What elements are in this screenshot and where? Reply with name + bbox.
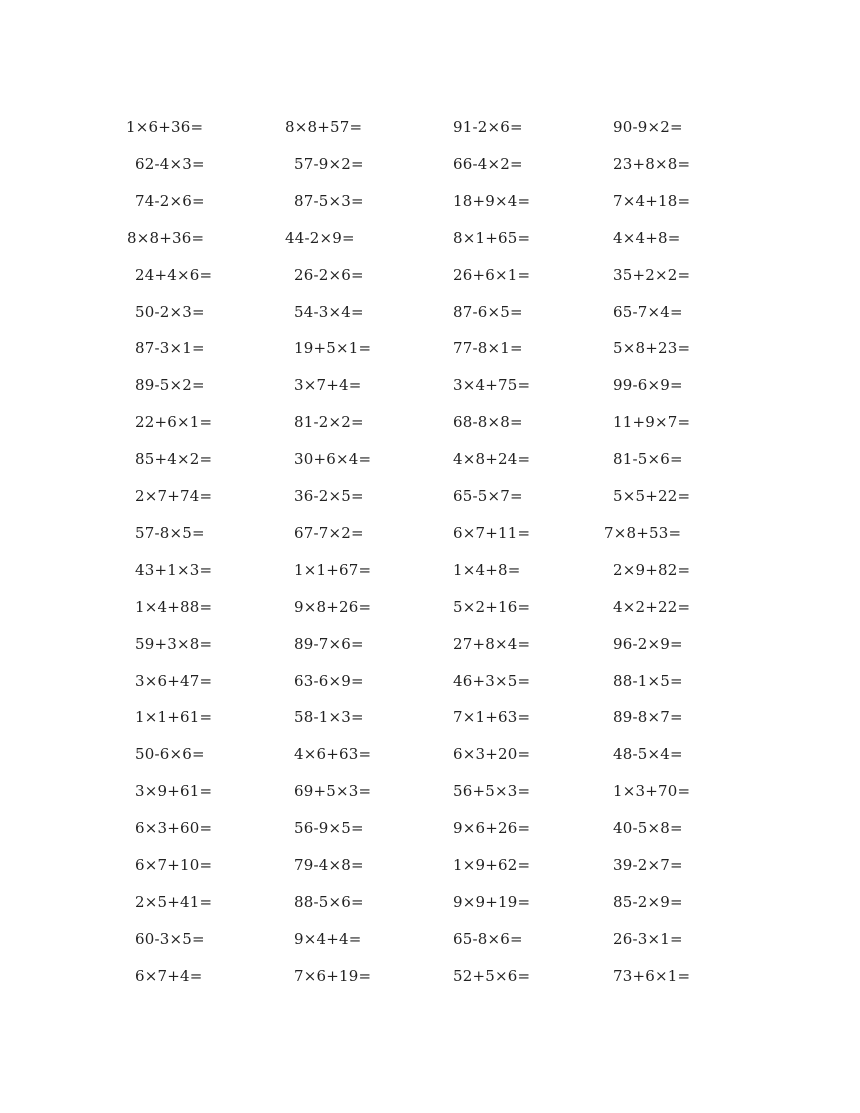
math-problem: 3×4+75= xyxy=(453,376,531,395)
math-problem: 56+5×3= xyxy=(453,782,531,801)
math-problem: 48-5×4= xyxy=(613,745,683,764)
math-problem: 87-5×3= xyxy=(294,191,364,210)
math-problem: 85+4×2= xyxy=(135,450,213,469)
math-problem: 89-5×2= xyxy=(135,376,205,395)
math-problem: 9×4+4= xyxy=(294,929,362,948)
math-problem: 54-3×4= xyxy=(294,302,364,321)
math-problem: 58-1×3= xyxy=(294,708,364,727)
math-problem: 26-3×1= xyxy=(613,929,683,948)
math-problem: 3×7+4= xyxy=(294,376,362,395)
math-problem: 67-7×2= xyxy=(294,523,364,542)
math-problem: 77-8×1= xyxy=(453,339,523,358)
math-problem: 7×6+19= xyxy=(294,966,372,985)
math-problem: 66-4×2= xyxy=(453,154,523,173)
math-problem: 39-2×7= xyxy=(613,856,683,874)
math-problem: 63-6×9= xyxy=(294,671,364,690)
math-problem: 9×8+26= xyxy=(294,597,372,616)
math-problem: 89-7×6= xyxy=(294,634,364,653)
math-problem: 89-8×7= xyxy=(613,708,683,727)
problem-row xyxy=(0,375,860,412)
math-problem: 44-2×9= xyxy=(285,228,355,247)
math-problem: 6×7+11= xyxy=(453,523,531,542)
math-problem: 87-6×5= xyxy=(453,302,523,321)
problem-row xyxy=(0,744,860,781)
math-problem: 79-4×8= xyxy=(294,856,364,874)
math-problem: 74-2×6= xyxy=(135,191,205,210)
math-problem: 40-5×8= xyxy=(613,819,683,838)
math-problem: 56-9×5= xyxy=(294,819,364,838)
problem-row xyxy=(0,818,860,855)
math-problem: 57-9×2= xyxy=(294,154,364,173)
math-problem: 1×3+70= xyxy=(613,782,691,801)
math-problem: 6×7+10= xyxy=(135,856,213,874)
problem-row xyxy=(0,781,860,818)
problem-row xyxy=(0,191,860,228)
problem-row xyxy=(0,707,860,744)
math-problem: 5×2+16= xyxy=(453,597,531,616)
math-problem: 5×5+22= xyxy=(613,487,691,505)
math-problem: 3×6+47= xyxy=(135,671,213,690)
math-problem: 6×3+20= xyxy=(453,745,531,764)
math-problem: 91-2×6= xyxy=(453,118,523,136)
problem-row xyxy=(0,855,860,892)
math-problem: 7×1+63= xyxy=(453,708,531,727)
math-problem: 7×8+53= xyxy=(604,523,682,542)
math-problem: 24+4×6= xyxy=(135,265,213,284)
problem-row xyxy=(0,671,860,708)
math-problem: 6×7+4= xyxy=(135,966,203,985)
math-problem: 22+6×1= xyxy=(135,413,213,432)
math-problem: 8×8+36= xyxy=(127,228,205,247)
problem-row xyxy=(0,154,860,191)
problem-row xyxy=(0,117,860,154)
problem-row xyxy=(0,523,860,560)
math-problem: 19+5×1= xyxy=(294,339,372,358)
math-problem: 9×9+19= xyxy=(453,892,531,911)
math-problem: 1×4+88= xyxy=(135,597,213,616)
math-problem: 62-4×3= xyxy=(135,154,205,173)
math-problem: 69+5×3= xyxy=(294,782,372,801)
math-problem: 26-2×6= xyxy=(294,265,364,284)
math-problem: 85-2×9= xyxy=(613,892,683,911)
math-problem: 7×4+18= xyxy=(613,191,691,210)
math-problem: 4×2+22= xyxy=(613,597,691,616)
problem-row xyxy=(0,966,860,1003)
math-problem: 1×6+36= xyxy=(126,118,204,136)
math-problem: 68-8×8= xyxy=(453,413,523,432)
math-problem: 2×9+82= xyxy=(613,560,691,579)
math-problem: 35+2×2= xyxy=(613,265,691,284)
math-problem: 96-2×9= xyxy=(613,634,683,653)
math-problem: 18+9×4= xyxy=(453,191,531,210)
problem-row xyxy=(0,597,860,634)
math-problem: 59+3×8= xyxy=(135,634,213,653)
problem-row xyxy=(0,338,860,375)
math-problem: 65-7×4= xyxy=(613,302,683,321)
math-problem: 46+3×5= xyxy=(453,671,531,690)
math-problem: 88-1×5= xyxy=(613,671,683,690)
math-problem: 1×1+61= xyxy=(135,708,213,727)
math-problem: 90-9×2= xyxy=(613,118,683,136)
math-problem: 4×8+24= xyxy=(453,450,531,469)
math-problem: 43+1×3= xyxy=(135,560,213,579)
problem-row xyxy=(0,929,860,966)
math-problem: 1×1+67= xyxy=(294,560,372,579)
problem-row xyxy=(0,228,860,265)
math-problem: 9×6+26= xyxy=(453,819,531,838)
math-problem: 1×9+62= xyxy=(453,856,531,874)
math-problem: 23+8×8= xyxy=(613,154,691,173)
math-problem: 52+5×6= xyxy=(453,966,531,985)
math-problem: 8×8+57= xyxy=(285,118,363,136)
math-problem: 57-8×5= xyxy=(135,523,205,542)
math-problem: 81-5×6= xyxy=(613,450,683,469)
math-problem: 27+8×4= xyxy=(453,634,531,653)
problem-row xyxy=(0,302,860,339)
math-problem: 2×7+74= xyxy=(135,487,213,505)
math-problem: 5×8+23= xyxy=(613,339,691,358)
math-problem: 3×9+61= xyxy=(135,782,213,801)
math-problem: 4×6+63= xyxy=(294,745,372,764)
math-problem: 6×3+60= xyxy=(135,819,213,838)
problem-row xyxy=(0,265,860,302)
math-problem: 87-3×1= xyxy=(135,339,205,358)
math-problem: 81-2×2= xyxy=(294,413,364,432)
math-problem: 50-6×6= xyxy=(135,745,205,764)
problem-row xyxy=(0,449,860,486)
math-problem: 65-5×7= xyxy=(453,487,523,505)
math-problem: 4×4+8= xyxy=(613,228,681,247)
math-problem: 73+6×1= xyxy=(613,966,691,985)
math-problem: 88-5×6= xyxy=(294,892,364,911)
problem-row xyxy=(0,634,860,671)
math-problem: 11+9×7= xyxy=(613,413,691,432)
math-problem: 60-3×5= xyxy=(135,929,205,948)
math-problem: 1×4+8= xyxy=(453,560,521,579)
math-problem: 36-2×5= xyxy=(294,487,364,505)
math-problem: 50-2×3= xyxy=(135,302,205,321)
math-problem: 99-6×9= xyxy=(613,376,683,395)
problem-row xyxy=(0,892,860,929)
math-problem: 2×5+41= xyxy=(135,892,213,911)
problem-row xyxy=(0,486,860,523)
math-problem: 65-8×6= xyxy=(453,929,523,948)
math-problem: 26+6×1= xyxy=(453,265,531,284)
math-problem: 8×1+65= xyxy=(453,228,531,247)
math-problem: 30+6×4= xyxy=(294,450,372,469)
problem-row xyxy=(0,560,860,597)
problem-row xyxy=(0,412,860,449)
